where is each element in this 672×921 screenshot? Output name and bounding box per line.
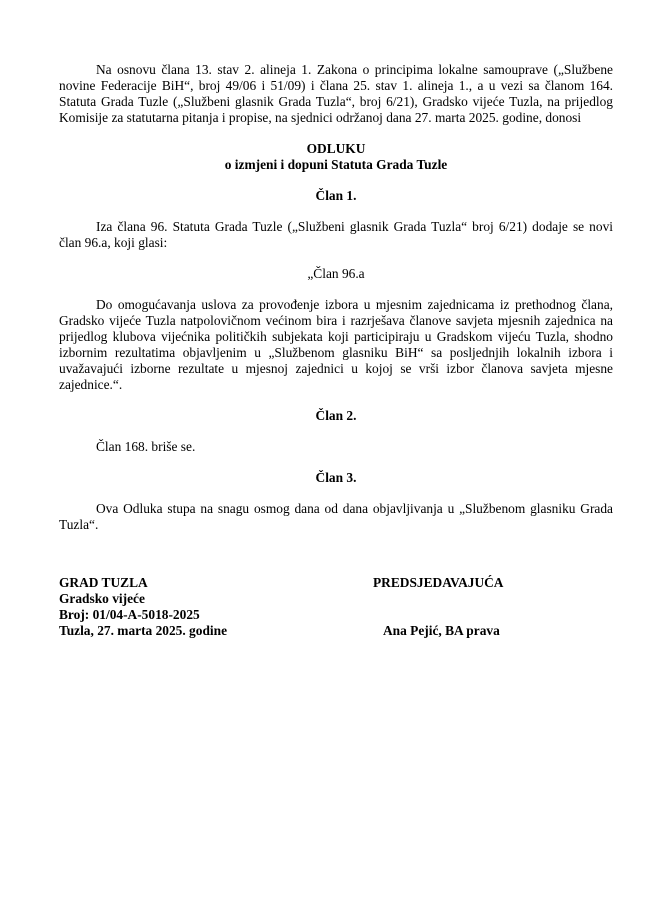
signature-block bbox=[59, 575, 613, 639]
place-date: Tuzla, 27. marta 2025. godine bbox=[59, 623, 228, 638]
signer-name: Ana Pejić, BA prava bbox=[383, 623, 500, 638]
issuer-body: Gradsko vijeće bbox=[59, 591, 145, 606]
document-title: ODLUKU bbox=[306, 141, 366, 156]
article-2-paragraph: Član 168. briše se. bbox=[96, 439, 196, 454]
signer-block bbox=[373, 575, 503, 639]
document-content bbox=[59, 62, 613, 639]
signer-title: PREDSJEDAVAJUĆA bbox=[373, 575, 504, 590]
document-title-block bbox=[59, 141, 613, 173]
article-1-heading: Član 1. bbox=[315, 188, 357, 203]
article-3-heading: Član 3. bbox=[315, 470, 357, 485]
article-3-paragraph: Ova Odluka stupa na snagu osmog dana od dana objavljivanja u „Službenom glasniku Grada Tuzla“. bbox=[59, 501, 613, 532]
issuer-block bbox=[59, 575, 227, 639]
issuer-name: GRAD TUZLA bbox=[59, 575, 148, 590]
document-subtitle: o izmjeni i dopuni Statuta Grada Tuzle bbox=[224, 157, 448, 172]
article-1-paragraph: Iza člana 96. Statuta Grada Tuzle („Službeni glasnik Grada Tuzla“ broj 6/21) dodaje se novi član 96.a, koji glasi: bbox=[59, 219, 613, 250]
reference-number: Broj: 01/04-A-5018-2025 bbox=[59, 607, 200, 622]
article-2-heading: Član 2. bbox=[315, 408, 357, 423]
article-1-sub-paragraph: Do omogućavanja uslova za provođenje izbora u mjesnim zajednicama iz prethodnog člana, Gradsko vijeće Tuzla natpolovičnom većinom bira i razrješava članove savjeta mjesnih zajednica na prijedlog klubova vijećnika političkih subjekata koji participiraju u Gradskom vijeću Tuzla, shodno izbornim rezultatima objavljenim u „Službenom glasniku BiH“ sa posljednjih lokalnih izbora i uvažavajući izborne rezultate u mjesnoj zajednici u kojoj se vrši izbor članova savjeta mjesne zajednice.“. bbox=[59, 297, 613, 392]
article-1-sub-heading: „Član 96.a bbox=[307, 266, 365, 281]
intro-paragraph: Na osnovu člana 13. stav 2. alineja 1. Zakona o principima lokalne samouprave („Službene novine Federacije BiH“, broj 49/06 i 51/09) i člana 25. stav 1. alineja 1., a u vezi sa članom 164. Statuta Grada Tuzle („Službeni glasnik Grada Tuzla“, broj 6/21), Gradsko vijeće Tuzla, na prijedlog Komisije za statutarna pitanja i propise, na sjednici održanoj dana 27. marta 2025. godine, donosi bbox=[59, 62, 613, 125]
